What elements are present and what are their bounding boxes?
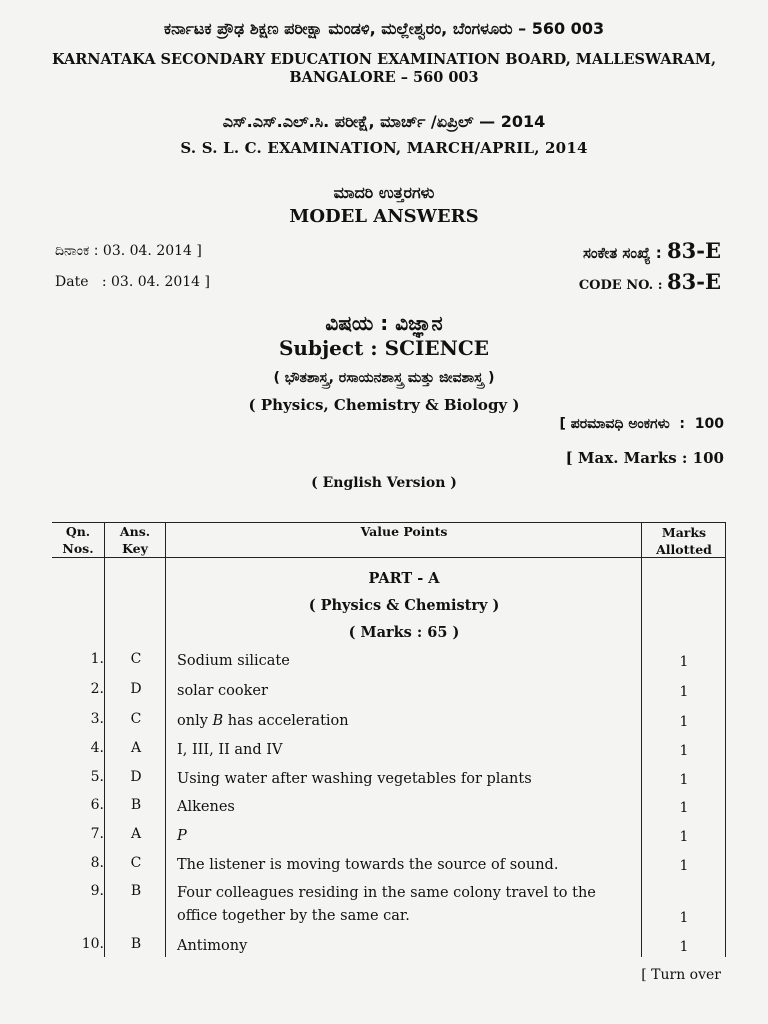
date-english xyxy=(55,274,210,290)
marks-allotted: 1 xyxy=(679,714,689,730)
header-ans-key xyxy=(106,523,164,557)
branches-english: ( Physics, Chemistry & Biology ) xyxy=(248,396,520,414)
marks-allotted: 1 xyxy=(679,800,689,816)
marks-allotted: 1 xyxy=(679,684,689,700)
marks-allotted: 1 xyxy=(679,772,689,788)
question-number: 7. xyxy=(90,826,104,842)
column-divider xyxy=(725,522,726,957)
branches-kannada: ( ಭೌತಶಾಸ್ತ್ರ, ರಸಾಯನಶಾಸ್ತ್ರ ಮತ್ತು ಜೀವಶಾಸ್ತ್ರ ) xyxy=(273,370,495,386)
column-divider xyxy=(104,522,105,957)
date-kannada-value: 03. 04. 2014 ] xyxy=(102,243,202,259)
header-allotted: Allotted xyxy=(656,542,712,557)
question-number: 1. xyxy=(90,651,104,667)
part-subtitle: ( Physics & Chemistry ) xyxy=(308,597,500,614)
subject-english: Subject : SCIENCE xyxy=(278,336,490,360)
table-header-rule xyxy=(52,557,726,558)
question-number: 2. xyxy=(90,681,104,697)
code-kannada-label: ಸಂಕೇತ ಸಂಖ್ಯೆ : xyxy=(582,244,662,262)
question-number: 9. xyxy=(90,883,104,899)
marks-allotted: 1 xyxy=(679,939,689,955)
header-qn-nos xyxy=(52,523,104,557)
marks-allotted: 1 xyxy=(679,829,689,845)
answer-key: C xyxy=(130,651,142,667)
version-label: ( English Version ) xyxy=(311,475,457,491)
board-name-english xyxy=(0,51,768,87)
value-point: Antimony xyxy=(177,938,248,954)
answer-key: A xyxy=(130,740,142,756)
max-marks-english: [ Max. Marks : 100 xyxy=(565,449,724,467)
value-point-symbol: P xyxy=(177,828,187,844)
model-answers-english: MODEL ANSWERS xyxy=(289,206,479,227)
question-number: 6. xyxy=(90,797,104,813)
max-marks-kannada: [ ಪರಮಾವಧಿ ಅಂಕಗಳು : 100 xyxy=(559,416,724,432)
exam-title-kannada: ಎಸ್.ಎಸ್.ಎಲ್.ಸಿ. ಪರೀಕ್ಷೆ, ಮಾರ್ಚ್ /ಏಪ್ರಿಲ್ — 2014 xyxy=(222,112,546,131)
answer-key: C xyxy=(130,855,142,871)
marks-allotted: 1 xyxy=(679,654,689,670)
question-number: 4. xyxy=(90,740,104,756)
part-marks: ( Marks : 65 ) xyxy=(348,624,460,641)
turn-over-note: [ Turn over xyxy=(641,967,721,983)
answer-key: D xyxy=(130,769,142,785)
marks-allotted: 1 xyxy=(679,910,689,926)
subject-kannada: ವಿಷಯ : ವಿಜ್ಞಾನ xyxy=(325,311,443,335)
answer-key: D xyxy=(130,681,142,697)
value-point: The listener is moving towards the source of sound. xyxy=(177,857,559,873)
code-kannada-value: 83-E xyxy=(667,238,721,263)
model-answers-kannada: ಮಾದರಿ ಉತ್ತರಗಳು xyxy=(333,183,435,202)
part-title: PART - A xyxy=(368,570,440,587)
answer-key: C xyxy=(130,711,142,727)
question-number: 5. xyxy=(90,769,104,785)
value-point-symbol: B xyxy=(212,713,224,729)
board-name-line-1: KARNATAKA SECONDARY EDUCATION EXAMINATION BOARD, MALLESWARAM, xyxy=(51,51,717,68)
question-number: 3. xyxy=(90,711,104,727)
value-point: Alkenes xyxy=(177,799,235,815)
value-point: solar cooker xyxy=(177,683,268,699)
question-number: 10. xyxy=(81,936,104,952)
header-value-points: Value Points xyxy=(360,524,448,539)
header-marks-allotted xyxy=(643,524,725,558)
header-ans: Ans. xyxy=(119,524,151,539)
answer-key: B xyxy=(130,936,142,952)
column-divider xyxy=(641,522,642,957)
code-number-kannada xyxy=(583,238,721,263)
value-point: I, III, II and IV xyxy=(177,742,283,758)
header-key: Key xyxy=(122,541,148,556)
date-english-value: 03. 04. 2014 ] xyxy=(111,274,210,290)
value-point-line: office together by the same car. xyxy=(177,908,410,924)
header-marks: Marks xyxy=(661,525,707,540)
value-point-line: Four colleagues residing in the same colony travel to the xyxy=(177,885,596,901)
answer-key: B xyxy=(130,797,142,813)
value-point xyxy=(177,825,637,848)
marks-allotted: 1 xyxy=(679,743,689,759)
marks-allotted: 1 xyxy=(679,858,689,874)
code-number-english xyxy=(579,269,721,294)
question-number: 8. xyxy=(90,855,104,871)
header-qn: Qn. xyxy=(65,524,91,539)
date-kannada xyxy=(55,243,202,259)
value-point-text: has acceleration xyxy=(223,713,349,729)
exam-title-english: S. S. L. C. EXAMINATION, MARCH/APRIL, 2014 xyxy=(180,139,588,157)
value-point-text: only xyxy=(177,713,213,729)
board-name-kannada: ಕರ್ನಾಟಕ ಪ್ರೌಢ ಶಿಕ್ಷಣ ಪರೀಕ್ಷಾ ಮಂಡಳಿ, ಮಲ್ಲೇಶ್ವರಂ, ಬೆಂಗಳೂರು – 560 003 xyxy=(163,19,605,38)
value-point: Using water after washing vegetables for plants xyxy=(177,771,532,787)
date-kannada-label: ದಿನಾಂಕ : xyxy=(55,243,99,259)
code-english-value: 83-E xyxy=(667,269,721,294)
date-english-label: Date : xyxy=(55,274,107,290)
answer-key: B xyxy=(130,883,142,899)
value-point xyxy=(177,882,637,928)
board-name-line-2: BANGALORE – 560 003 xyxy=(289,69,479,86)
answer-key: A xyxy=(130,826,142,842)
code-english-label: CODE NO. : xyxy=(578,278,663,293)
value-point: Sodium silicate xyxy=(177,653,290,669)
header-nos: Nos. xyxy=(62,541,94,556)
value-point xyxy=(177,710,637,733)
